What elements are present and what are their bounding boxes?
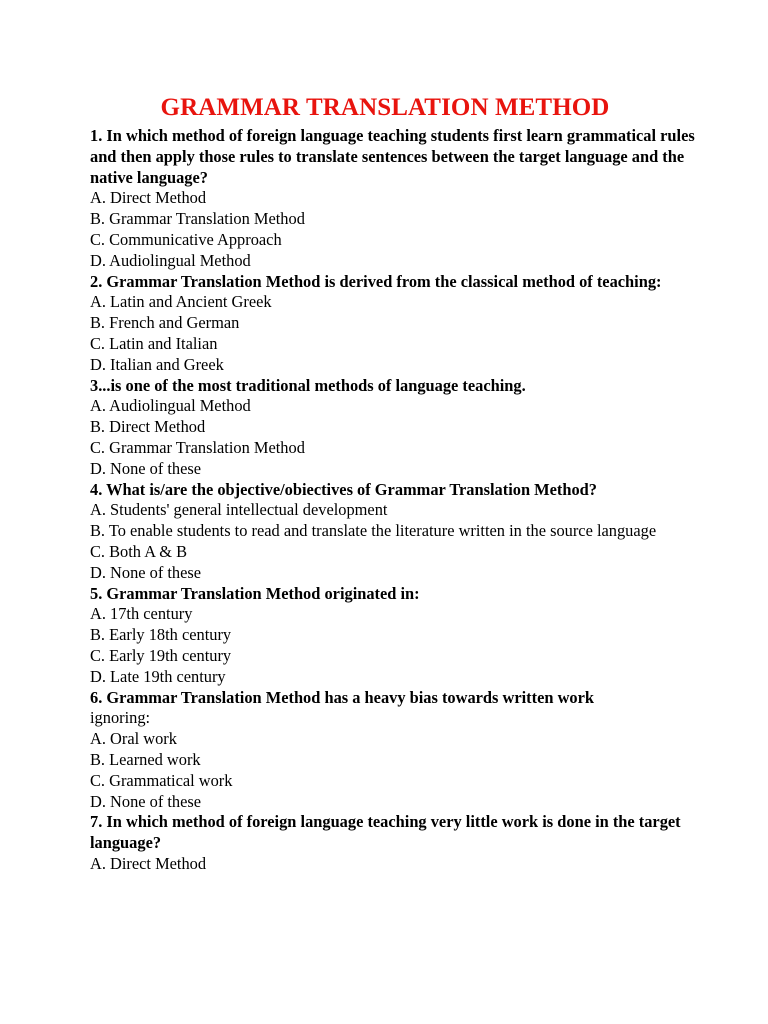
document-title: GRAMMAR TRANSLATION METHOD [160,94,610,121]
option-c: C. Grammar Translation Method [90,437,305,457]
question-text-continuation: ignoring: [90,708,151,728]
option-b: B. Learned work [90,749,201,769]
question-3 [90,376,700,480]
question-text: 1. In which method of foreign language teaching students first learn grammatical rules and then apply those rules to translate sentences between the target language and the native language? [90,126,695,187]
option-d: D. Audiolingual Method [90,250,251,270]
question-text: 3...is one of the most traditional methods of language teaching. [90,375,526,395]
question-5 [90,584,700,688]
option-a: A. Audiolingual Method [90,396,251,416]
question-text: 4. What is/are the objective/obiectives of Grammar Translation Method? [90,479,597,499]
option-d: D. None of these [90,562,202,582]
question-6 [90,688,700,813]
question-text: 7. In which method of foreign language teaching very little work is done in the target language? [90,812,681,853]
question-2 [90,272,700,376]
option-b: B. To enable students to read and translate the literature written in the source language [90,521,657,541]
option-d: D. None of these [90,791,202,811]
option-c: C. Both A & B [90,541,188,561]
question-text: 2. Grammar Translation Method is derived from the classical method of teaching: [90,271,662,291]
option-c: C. Latin and Italian [90,333,218,353]
option-a: A. Direct Method [90,853,207,873]
option-a: A. Direct Method [90,188,207,208]
option-b: B. Early 18th century [90,625,232,645]
question-4 [90,480,700,584]
option-b: B. Grammar Translation Method [90,209,305,229]
document-page [90,92,700,875]
option-c: C. Early 19th century [90,645,232,665]
option-c: C. Grammatical work [90,770,233,790]
option-b: B. Direct Method [90,417,206,437]
option-b: B. French and German [90,313,240,333]
option-a: A. Oral work [90,729,177,749]
question-text: 5. Grammar Translation Method originated in: [90,583,420,603]
option-a: A. Latin and Ancient Greek [90,292,272,312]
question-7 [90,812,700,874]
option-a: A. Students' general intellectual development [90,500,388,520]
option-d: D. Italian and Greek [90,354,224,374]
option-d: D. Late 19th century [90,666,226,686]
option-d: D. None of these [90,458,202,478]
option-a: A. 17th century [90,604,193,624]
question-text: 6. Grammar Translation Method has a heavy bias towards written work [90,687,595,707]
option-c: C. Communicative Approach [90,229,282,249]
question-1 [90,126,700,272]
